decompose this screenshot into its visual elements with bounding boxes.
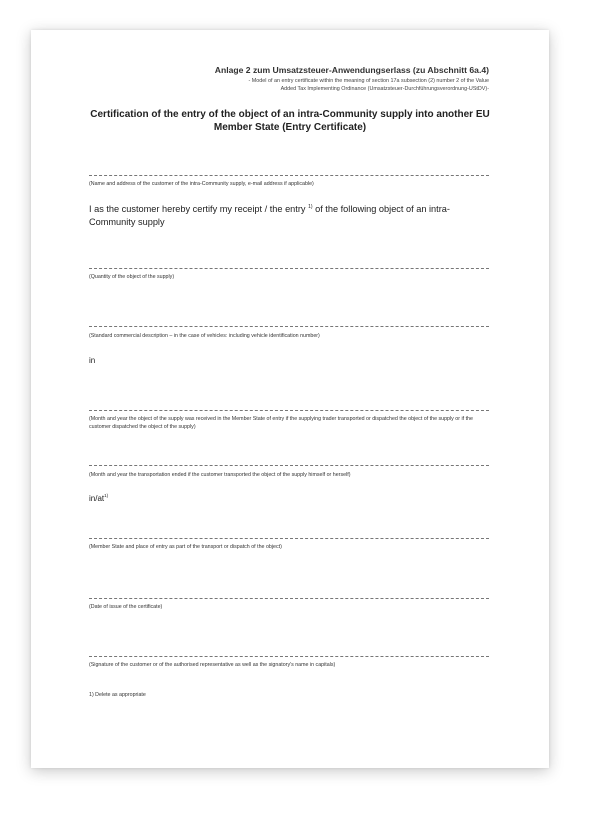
- signature-line: [89, 656, 489, 657]
- quantity-line: [89, 268, 489, 269]
- member-state-line: [89, 538, 489, 539]
- signature-caption: (Signature of the customer or of the authorised representative as well as the signatory's name in capitals): [89, 662, 336, 668]
- date-caption: (Date of issue of the certificate): [89, 604, 163, 610]
- in-at-label: [89, 493, 108, 503]
- annex-subtitle: [248, 77, 489, 93]
- annex-title: Anlage 2 zum Umsatzsteuer-Anwendungserlass (zu Abschnitt 6a.4): [214, 65, 489, 75]
- member-state-caption: (Member State and place of entry as part of the transport or dispatch of the object): [89, 544, 282, 550]
- month-ended-caption: (Month and year the transportation ended if the customer transported the object of the supply himself or herself): [89, 472, 351, 478]
- description-caption: (Standard commercial description – in the case of vehicles: including vehicle identification number): [89, 333, 320, 339]
- annex-subtitle-line-2: Added Tax Implementing Ordinance (Umsatzsteuer-Durchführungsverordnung-UStDV)-: [280, 86, 489, 92]
- month-ended-line: [89, 465, 489, 466]
- month-received-line: [89, 410, 489, 411]
- month-received-caption: (Month and year the object of the supply was received in the Member State of entry if the supplying trader transported or dispatched the object of the supply or if the customer dispatched the object of the supply): [89, 416, 473, 430]
- in-label: in: [89, 356, 96, 365]
- quantity-caption: (Quantity of the object of the supply): [89, 274, 175, 280]
- document-page: [31, 30, 549, 768]
- footnote: 1) Delete as appropriate: [89, 692, 146, 698]
- in-at-text: in/at: [89, 494, 105, 503]
- annex-subtitle-line-1: - Model of an entry certificate within the meaning of section 17a subsection (2) number 2 of the Value: [248, 78, 489, 84]
- certification-statement: [89, 201, 479, 228]
- statement-text-end: of the following object of an intra-Community supply: [89, 204, 450, 227]
- description-line: [89, 326, 489, 327]
- customer-line: [89, 175, 489, 176]
- in-at-footnote-ref: 1): [104, 493, 109, 498]
- customer-caption: (Name and address of the customer of the intra-Community supply, e-mail address if applicable): [89, 181, 314, 187]
- date-line: [89, 598, 489, 599]
- certificate-title: Certification of the entry of the object of an intra-Community supply into another EU Member State (Entry Certificate): [90, 109, 490, 133]
- statement-footnote-ref: 1): [308, 204, 313, 210]
- statement-text: I as the customer hereby certify my receipt / the entry: [89, 204, 306, 214]
